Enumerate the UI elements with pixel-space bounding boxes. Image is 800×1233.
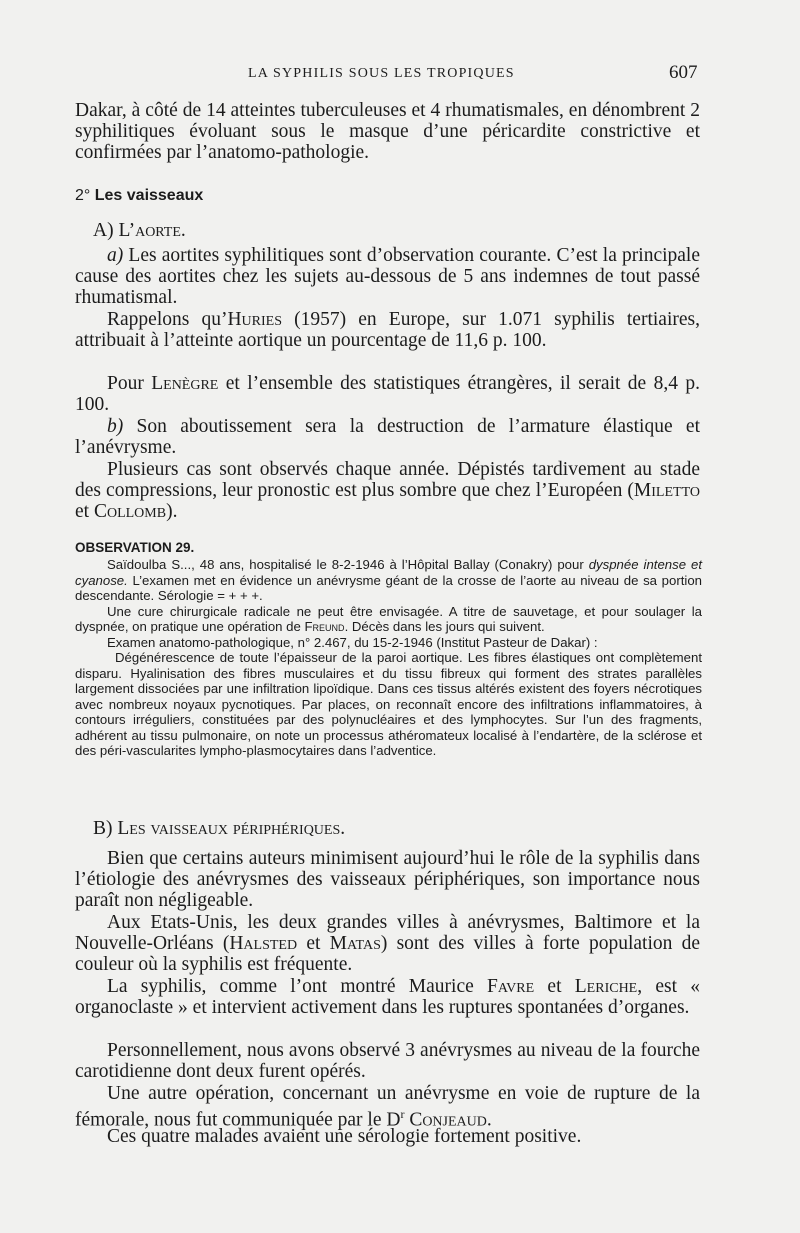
- text-span: ) sont des villes à forte population de couleur où la syphilis est fréquente.: [75, 933, 701, 975]
- intro-paragraph: Dakar, à côté de 14 atteintes tuberculeuses et 4 rhumatismales, en dénombrent 2 syphilitiques évoluant sous le masque d’une péricardite constrictive et confirmées par l’anatomo-pathologie.: [75, 100, 700, 163]
- author-name: Leriche: [574, 976, 638, 997]
- peripheriques-paragraph-2: [75, 912, 700, 975]
- running-header: LA SYPHILIS SOUS LES TROPIQUES: [248, 66, 515, 81]
- observation-exam: Examen anatomo-pathologique, n° 2.467, du 15-2-1946 (Institut Pasteur de Dakar) :: [107, 634, 598, 650]
- aorte-paragraph-lenegre: [75, 373, 700, 415]
- text-span: Saïdoulba S..., 48 ans, hospitalisé le 8-2-1946 à l’Hôpital Ballay (Conakry) pour: [107, 557, 589, 572]
- peripheriques-heading: [93, 818, 345, 840]
- text-span: et l’ensemble des statistiques étrangères, il serait de 8,4 p. 100.: [75, 373, 700, 415]
- section-title: Les vaisseaux: [94, 187, 204, 204]
- text-span: , est « organoclaste » et intervient activement dans les ruptures spontanées d’organes.: [75, 976, 701, 1018]
- text-span: . Décès dans les jours qui suivent.: [344, 619, 545, 634]
- text-span: Aux Etats-Unis, les deux grandes villes à anévrysmes, Baltimore et la Nouvelle-Orléans (: [75, 912, 700, 954]
- peripheriques-paragraph-6: Ces quatre malades avaient une sérologie fortement positive.: [107, 1126, 582, 1147]
- text-span: (1957) en Europe, sur 1.071 syphilis tertiaires, attribuait à l’atteinte aortique un pourcentage de 11,6 p. 100.: [75, 309, 700, 351]
- author-name: Matas: [329, 933, 381, 954]
- observation-findings: Dégénérescence de toute l’épaisseur de la paroi aortique. Les fibres élastiques ont complètement disparu. Hyalinisation des fibres musculaires et du tissu fibreux qui forment des strates parallèles largement dissociées par une infiltration lipoïdique. Dans ces tissus altérés existent des foyers nécrotiques avec nombreux noyaux pycnotiques. Par places, on reconnaît encore des infiltrations inflammatoires, à contours irréguliers, constituées par des polynucléaires et des lymphocytes. Sur l’un des fragments, adhérent au tissu pulmonaire, on note un processus athéromateux localisé à l’endartère, de la sclérose et des péri-vascularites lympho-plasmocytaires dans l’adventice.: [75, 650, 702, 758]
- text-span: .: [486, 1109, 492, 1131]
- observation-case: [75, 557, 702, 604]
- peripheriques-heading-prefix: B): [93, 818, 118, 839]
- text-span: et: [75, 501, 94, 522]
- author-name: Conjeaud: [409, 1109, 487, 1131]
- peripheriques-paragraph-3: [75, 976, 700, 1018]
- aorte-paragraph-b: [75, 416, 700, 458]
- text-span: Pour: [107, 373, 152, 394]
- aorte-paragraph-b-text: Son aboutissement sera la destruction de l’armature élastique et l’anévrysme.: [75, 416, 700, 458]
- text-span: Une cure chirurgicale radicale ne peut être envisagée. A titre de sauvetage, et pour soulager la dyspnée, on pratique une opération de: [75, 603, 702, 634]
- text-span: Rappelons qu’: [107, 309, 228, 330]
- author-name: Miletto: [633, 480, 700, 501]
- observation-title: OBSERVATION 29.: [75, 540, 195, 555]
- peripheriques-heading-words: Les vaisseaux périphériques: [117, 818, 341, 839]
- aorte-heading: [93, 220, 186, 242]
- text-span: ).: [166, 501, 178, 522]
- text-span: Une autre opération, concernant un anévrysme en voie de rupture de la fémorale, nous fut communiquée par le D: [75, 1083, 700, 1131]
- text-span: Plusieurs cas sont observés chaque année. Dépistés tardivement au stade des compressions, leur pronostic est plus sombre que chez l’Européen (: [75, 459, 700, 501]
- observation-symptoms: dyspnée intense et cyanose.: [75, 557, 702, 588]
- text-span: L’examen met en évidence un anévrysme géant de la crosse de l’aorte au niveau de sa portion descendante. Sérologie = + + +.: [75, 572, 702, 603]
- aorte-heading-word: aorte: [135, 220, 181, 241]
- author-name: Halsted: [229, 933, 298, 954]
- section-number: 2°: [75, 187, 91, 204]
- peripheriques-paragraph-5: [75, 1083, 700, 1131]
- superscript: r: [400, 1107, 405, 1121]
- page-number: 607: [669, 62, 698, 83]
- observation-block: [75, 557, 702, 759]
- aorte-heading-prefix: A) L’: [93, 220, 136, 241]
- aorte-heading-suffix: .: [180, 220, 186, 241]
- text-span: et: [297, 933, 330, 954]
- item-marker-b: b): [107, 416, 124, 437]
- peripheriques-paragraph-1: Bien que certains auteurs minimisent aujourd’hui le rôle de la syphilis dans l’étiologie des anévrysmes des vaisseaux périphériques, son importance nous paraît non négligeable.: [75, 848, 700, 911]
- aorte-paragraph-cases: [75, 459, 700, 522]
- author-name: Collomb: [93, 501, 167, 522]
- aorte-paragraph-huries: [75, 309, 700, 351]
- peripheriques-paragraph-4: Personnellement, nous avons observé 3 anévrysmes au niveau de la fourche carotidienne dont deux furent opérés.: [75, 1040, 700, 1082]
- aorte-paragraph-a: [75, 245, 700, 308]
- author-name: Favre: [487, 976, 535, 997]
- item-marker-a: a): [107, 245, 124, 266]
- section-heading: [75, 187, 203, 205]
- text-span: La syphilis, comme l’ont montré Maurice: [107, 976, 488, 997]
- peripheriques-heading-suffix: .: [340, 818, 346, 839]
- aorte-paragraph-a-text: Les aortites syphilitiques sont d’observation courante. C’est la principale cause des aortites chez les sujets au-dessous de 5 ans indemnes de tout passé rhumatismal.: [75, 245, 700, 308]
- author-name: Lenègre: [151, 373, 219, 394]
- observation-treatment: [75, 604, 702, 635]
- text-span: et: [534, 976, 575, 997]
- author-name: Huries: [227, 309, 282, 330]
- author-name: Freund: [304, 619, 345, 634]
